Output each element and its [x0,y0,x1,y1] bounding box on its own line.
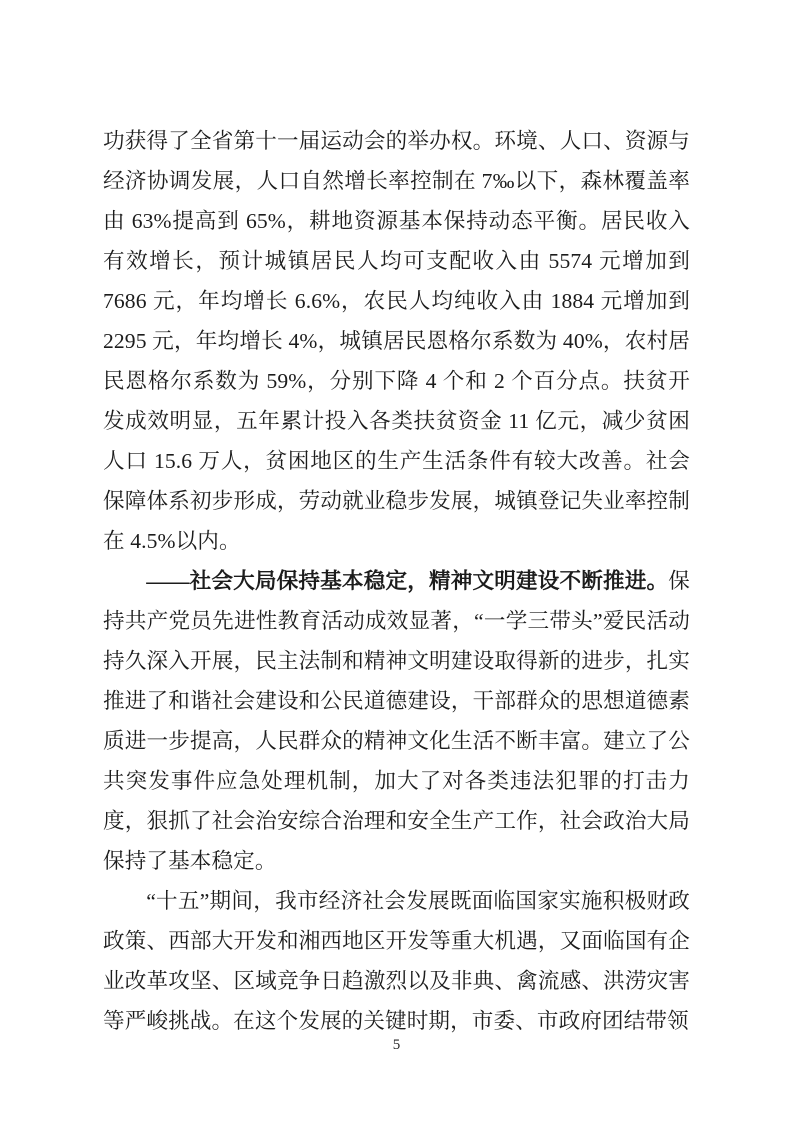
document-body [103,121,690,1041]
paragraph-lead-heading: ——社会大局保持基本稳定，精神文明建设不断推进。 [146,569,669,593]
paragraph-text: 保持共产党员先进性教育活动成效显著，“一学三带头”爱民活动持久深入开展，民主法制和精神文明建设取得新的进步，扎实推进了和谐社会建设和公民道德建设，干部群众的思想道德素质进一步提高，人民群众的精神文化生活不断丰富。建立了公共突发事件应急处理机制，加大了对各类违法犯罪的打击力度，狠抓了社会治安综合治理和安全生产工作，社会政治大局保持了基本稳定。 [103,569,690,873]
page-number: 5 [392,1037,401,1053]
paragraph-text: “十五”期间，我市经济社会发展既面临国家实施积极财政政策、西部大开发和湘西地区开发等重大机遇，又面临国有企业改革攻坚、区域竞争日趋激烈以及非典、禽流感、洪涝灾害等严峻挑战。在这个发展的关键时期，市委、市政府团结带领 [103,889,690,1033]
paragraph-continued [103,121,690,561]
paragraph-social-stability [103,561,690,881]
paragraph-tenth-five-year-period [103,881,690,1041]
paragraph-text: 功获得了全省第十一届运动会的举办权。环境、人口、资源与经济协调发展，人口自然增长率控制在 7‰以下，森林覆盖率由 63%提高到 65%，耕地资源基本保持动态平衡。居民收入有效增长，预计城镇居民人均可支配收入由 5574 元增加到 7686 元，年均增长 6.6%，农民人均纯收入由 1884 元增加到 2295 元，年均增长 4%，城镇居民恩格尔系数为 40%，农村居民恩格尔系数为 59%，分别下降 4 个和 2 个百分点。扶贫开发成效明显，五年累计投入各类扶贫资金 11 亿元，减少贫困人口 15.6 万人，贫困地区的生产生活条件有较大改善。社会保障体系初步形成，劳动就业稳步发展，城镇登记失业率控制在 4.5%以内。 [103,129,690,553]
